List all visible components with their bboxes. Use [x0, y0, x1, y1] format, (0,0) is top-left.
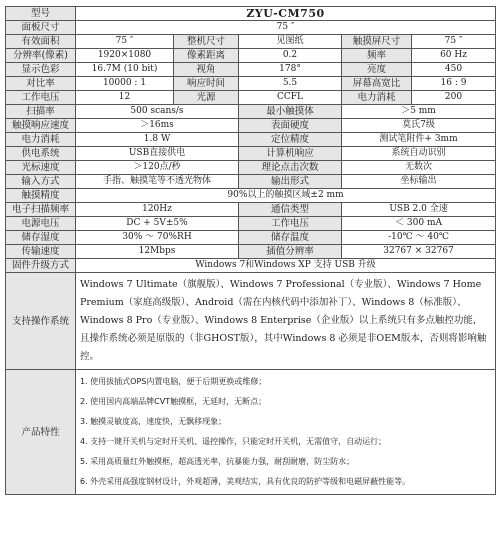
feature-item: 6. 外壳采用高强度钢材设计，外观超薄，美观结实，具有优良的防护等级和电磁屏蔽性能等。: [80, 477, 411, 486]
table-row: [6, 217, 496, 231]
spec-value: 1920×1080: [76, 49, 174, 63]
spec-value: 坐标输出: [342, 175, 496, 189]
spec-label: 光源: [174, 91, 239, 105]
model-label: 型号: [6, 7, 76, 21]
spec-value: 32767 × 32767: [342, 245, 496, 259]
spec-value: 10000 : 1: [76, 77, 174, 91]
spec-label: 储存湿度: [6, 231, 76, 245]
features-list: [76, 370, 496, 495]
spec-value: 75 ″: [412, 35, 496, 49]
spec-value: 1.8 W: [76, 133, 239, 147]
table-row: [6, 175, 496, 189]
table-row: [6, 63, 496, 77]
spec-value: 莫氏7级: [342, 119, 496, 133]
table-row: [6, 273, 496, 370]
spec-label: 计算机响应: [239, 147, 342, 161]
spec-value: 200: [412, 91, 496, 105]
spec-label: 电源电压: [6, 217, 76, 231]
panel-size-label: 面板尺寸: [6, 21, 76, 35]
spec-label: 扫描率: [6, 105, 76, 119]
table-row: [6, 189, 496, 203]
spec-label: 电力消耗: [342, 91, 412, 105]
spec-label: 有效面积: [6, 35, 76, 49]
table-row: [6, 105, 496, 119]
spec-label: 储存温度: [239, 231, 342, 245]
spec-label: 触摸响应速度: [6, 119, 76, 133]
table-row: [6, 231, 496, 245]
spec-value: 手指、触摸笔等不透光物体: [76, 175, 239, 189]
spec-label: 最小触摸体: [239, 105, 342, 119]
spec-value: Windows 7和Windows XP 支持 USB 升级: [76, 259, 496, 273]
spec-label: 电子扫描频率: [6, 203, 76, 217]
spec-label: 输出形式: [239, 175, 342, 189]
spec-value: 12Mbps: [76, 245, 239, 259]
feature-item: 2. 使用国内高端品牌CVT触摸框，无延时，无断点；: [80, 397, 267, 406]
table-row: [6, 259, 496, 273]
spec-value: ＞5 mm: [342, 105, 496, 119]
os-support-label: 支持操作系统: [6, 273, 76, 370]
table-row: [6, 147, 496, 161]
spec-value: 16 : 9: [412, 77, 496, 91]
spec-value: CCFL: [239, 91, 342, 105]
spec-value: 75 ″: [76, 35, 174, 49]
spec-label: 工作电压: [239, 217, 342, 231]
table-row: [6, 91, 496, 105]
features-label: 产品特性: [6, 370, 76, 495]
spec-value: 16.7M (10 bit): [76, 63, 174, 77]
spec-value: -10℃ ～ 40℃: [342, 231, 496, 245]
table-row: [6, 133, 496, 147]
spec-label: 输入方式: [6, 175, 76, 189]
spec-label: 触摸屏尺寸: [342, 35, 412, 49]
spec-table: [5, 6, 496, 495]
feature-item: 1. 使用拔插式OPS内置电脑，便于后期更换或维修；: [80, 377, 267, 386]
table-row: [6, 370, 496, 495]
spec-label: 电力消耗: [6, 133, 76, 147]
table-row: [6, 7, 496, 21]
spec-label: 像素距离: [174, 49, 239, 63]
os-support-text: Windows 7 Ultimate（旗舰版）、Windows 7 Professional（专业版）、Windows 7 Home Premium（家庭高级版）、Android（需在内核代码中添加补丁）、Windows 8（标准版）、Windows 8 Pro（专业版）、Windows 8 Enterprise（企业版）以上系统只有多点触控功能，且操作系统必须是原版的（非GHOST版），其中Windows 8 必须是非OEM版本，否则将影响触控。: [76, 273, 496, 370]
spec-value: 0.2: [239, 49, 342, 63]
spec-value: ＜ 300 mA: [342, 217, 496, 231]
spec-label: 固件升级方式: [6, 259, 76, 273]
spec-label: 频率: [342, 49, 412, 63]
table-row: [6, 21, 496, 35]
spec-value: ＞120点/秒: [76, 161, 239, 175]
spec-value: USB 2.0 全速: [342, 203, 496, 217]
table-row: [6, 35, 496, 49]
spec-label: 插值分辨率: [239, 245, 342, 259]
spec-value: 30% ～ 70%RH: [76, 231, 239, 245]
spec-value: 测试笔附件+ 3mm: [342, 133, 496, 147]
spec-label: 传输速度: [6, 245, 76, 259]
feature-item: 4. 支持一键开关机与定时开关机、遥控操作，只能定时开关机，无需值守，自动运行；: [80, 437, 387, 446]
spec-label: 视角: [174, 63, 239, 77]
spec-value: 5.5: [239, 77, 342, 91]
spec-label: 触摸精度: [6, 189, 76, 203]
spec-label: 定位精度: [239, 133, 342, 147]
spec-label: 屏幕高宽比: [342, 77, 412, 91]
spec-label: 光标速度: [6, 161, 76, 175]
spec-value: 500 scans/s: [76, 105, 239, 119]
spec-value: 见图纸: [239, 35, 342, 49]
spec-label: 响应时间: [174, 77, 239, 91]
spec-value: 450: [412, 63, 496, 77]
spec-value: USB直接供电: [76, 147, 239, 161]
table-row: [6, 203, 496, 217]
spec-label: 工作电压: [6, 91, 76, 105]
spec-label: 显示色彩: [6, 63, 76, 77]
feature-item: 3. 触摸灵敏度高，速度快，无飘移现象；: [80, 417, 227, 426]
spec-label: 通信类型: [239, 203, 342, 217]
model-value: ZYU-CM750: [76, 7, 496, 21]
spec-label: 供电系统: [6, 147, 76, 161]
spec-label: 对比率: [6, 77, 76, 91]
spec-value: 178°: [239, 63, 342, 77]
spec-value: 12: [76, 91, 174, 105]
spec-label: 表面硬度: [239, 119, 342, 133]
spec-label: 理论点击次数: [239, 161, 342, 175]
table-row: [6, 119, 496, 133]
table-row: [6, 245, 496, 259]
spec-label: 整机尺寸: [174, 35, 239, 49]
spec-value: 120Hz: [76, 203, 239, 217]
spec-value: DC + 5V±5%: [76, 217, 239, 231]
spec-value: 60 Hz: [412, 49, 496, 63]
spec-value: 系统自动识别: [342, 147, 496, 161]
spec-label: 分辨率(像素): [6, 49, 76, 63]
feature-item: 5. 采用高质量红外触摸框，超高透光率，抗暴能力强，耐刮耐磨，防尘防水；: [80, 457, 355, 466]
table-row: [6, 77, 496, 91]
table-row: [6, 49, 496, 63]
spec-value: 无数次: [342, 161, 496, 175]
table-row: [6, 161, 496, 175]
panel-size-value: 75 ″: [76, 21, 496, 35]
spec-value: 90%以上的触摸区域±2 mm: [76, 189, 496, 203]
spec-label: 亮度: [342, 63, 412, 77]
spec-value: ＞16ms: [76, 119, 239, 133]
